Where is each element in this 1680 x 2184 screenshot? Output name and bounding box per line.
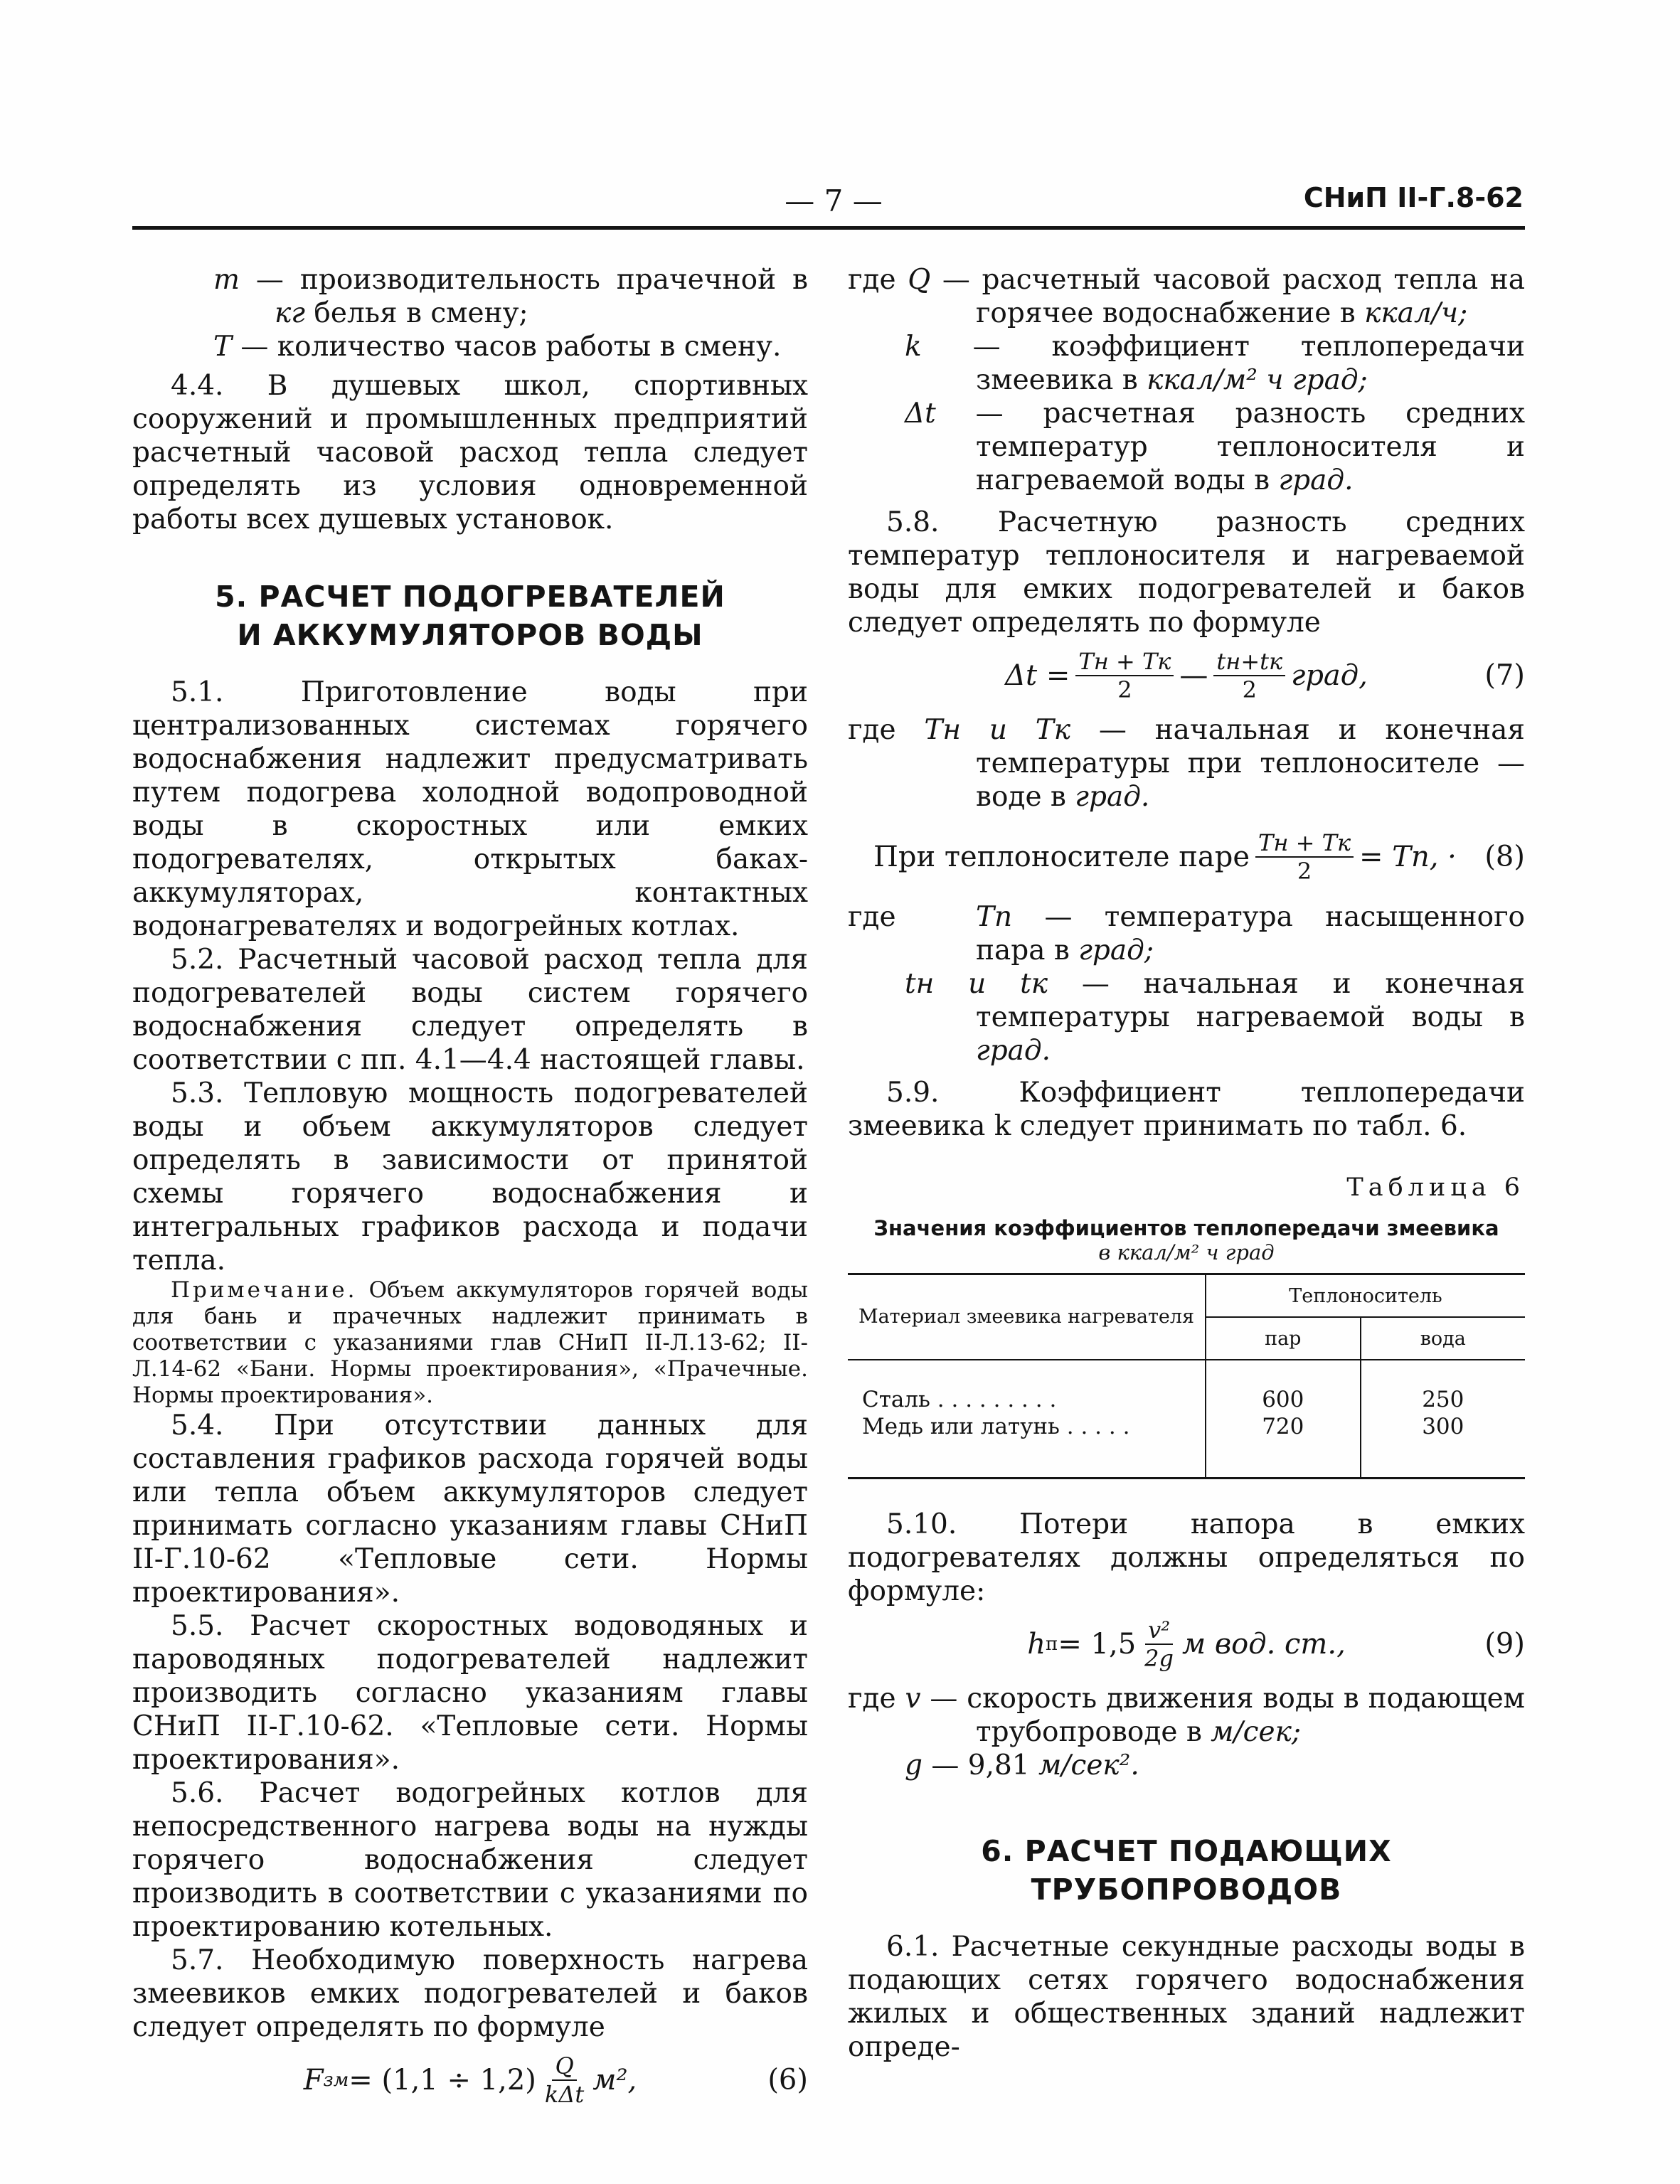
paragraph-5-9: 5.9. Коэффициент теплопередачи змеевика k следует принимать по табл. 6. (848, 1077, 1525, 1142)
left-column (132, 263, 808, 2118)
note (132, 1277, 808, 1409)
header-carrier: Теплоноситель (1206, 1274, 1525, 1318)
formula-7-unit: град, (1291, 659, 1368, 692)
symbol-T-n-k: Tн и Tк (924, 714, 1071, 746)
formula-7-den-2: 2 (1242, 676, 1257, 703)
formula-9-mid: = 1,5 (1058, 1627, 1137, 1661)
formula-8-fraction (1255, 829, 1354, 885)
formula-9-lhs: h (1027, 1627, 1046, 1661)
cell-water (1361, 1360, 1525, 1479)
where-Q-pre: где (848, 264, 908, 296)
table-row (848, 1360, 1525, 1479)
cell-water-steel: 250 (1422, 1387, 1464, 1412)
definition-m-text: — производительность прачечной в (239, 264, 808, 296)
symbol-dt: Δt (905, 398, 936, 430)
table-caption (848, 1216, 1525, 1264)
section-6-heading-line1: 6. РАСЧЕТ ПОДАЮЩИХ (981, 1834, 1392, 1868)
where-Tp-unit: град; (1078, 934, 1154, 966)
table-caption-line1: Значения коэффициентов теплопередачи змеевика (873, 1216, 1499, 1240)
header-steam: пар (1206, 1317, 1361, 1360)
formula-6-mid: = (1,1 ÷ 1,2) (349, 2063, 536, 2097)
definition-m-unit: кг (275, 297, 305, 329)
where-t-unit: град. (976, 1035, 1051, 1067)
symbol-g: g (905, 1749, 923, 1781)
where-g-text: — 9,81 (922, 1749, 1038, 1781)
symbol-t-n-k: tн и tк (905, 968, 1048, 1000)
paragraph-5-3: 5.3. Тепловую мощность подогревателей воды и объем аккумуляторов следует определять в зависимости от принятой схемы горячего водоснабжения и интегральных графиков расхода и подачи тепла. (132, 1077, 808, 1277)
table-caption-unit: в ккал/м² ч град (1098, 1240, 1275, 1264)
formula-8-numerator: Tн + Tк (1255, 829, 1354, 858)
formula-7-number: (7) (1484, 659, 1525, 692)
formula-9-unit: м вод. ст., (1182, 1627, 1346, 1661)
formula-8-number: (8) (1484, 840, 1525, 873)
where-k (848, 330, 1525, 397)
formula-6-number: (6) (767, 2063, 808, 2097)
header-material: Материал змеевика нагревателя (848, 1274, 1206, 1360)
cell-water-copper: 300 (1422, 1414, 1464, 1439)
where-k-unit: ккал/м² ч град; (1147, 364, 1368, 396)
definition-T-text: — количество часов работы в смену. (232, 331, 782, 363)
where-T-text: — начальная и конечная температуры при теплоносителе — воде в (976, 714, 1525, 813)
coefficient-table (848, 1273, 1525, 1479)
document-code: СНиП II-Г.8-62 (1303, 182, 1524, 213)
definition-m-cont: белья в смену; (305, 297, 528, 329)
formula-7-minus: — (1179, 659, 1208, 692)
where-dt-text: — расчетная разность средних температур теплоносителя и нагреваемой воды в (935, 398, 1525, 496)
section-6-heading-line2: ТРУБОПРОВОДОВ (1031, 1873, 1342, 1907)
symbol-Q: Q (908, 264, 931, 296)
where-v-pre: где (848, 1683, 905, 1715)
where-T-unit: град. (1075, 781, 1150, 813)
paragraph-5-1: 5.1. Приготовление воды при централизованных системах горячего водоснабжения надлежит предусматривать путем подогрева холодной водопроводной воды в скоростных или емких подогревателях, открытых баках-аккумуляторах, контактных водонагревателях и водогрейных котлах. (132, 676, 808, 942)
note-label: Примечание. (171, 1277, 358, 1303)
symbol-v: v (905, 1683, 921, 1715)
formula-6-lhs: F (303, 2063, 324, 2097)
symbol-T: T (213, 331, 233, 363)
where-T-pre: где (848, 714, 925, 746)
where-v (848, 1682, 1525, 1749)
formula-9-denominator: 2g (1144, 1645, 1174, 1672)
formula-6: F зм = (1,1 ÷ 1,2) $\frac{Q}{\text{kΔt}}$ м², (6) (303, 2052, 808, 2108)
formula-8-rhs: = Tп, · (1359, 840, 1457, 873)
formula-7-den-1: 2 (1117, 676, 1132, 703)
header-water: вода (1361, 1317, 1525, 1360)
where-v-unit: м/сек; (1211, 1716, 1301, 1748)
formula-9-numerator: v² (1145, 1616, 1173, 1645)
section-5-heading (132, 577, 808, 654)
symbol-Tp: Tп (976, 901, 1013, 933)
paragraph-5-7: 5.7. Необходимую поверхность нагрева змеевиков емких подогревателей и баков следует определять по формуле (132, 1944, 808, 2043)
where-T (848, 713, 1525, 814)
formula-8 (848, 829, 1525, 885)
cell-material-steel: Сталь . . . . . . . . . (862, 1387, 1057, 1412)
formula-7 (848, 648, 1525, 703)
cell-material (848, 1360, 1206, 1479)
right-column (848, 263, 1525, 2064)
paragraph-4-4: 4.4. В душевых школ, спортивных сооружений и промышленных предприятий расчетный часовой расход тепла следует определять из условия одновременной работы всех душевых установок. (132, 370, 808, 536)
cell-steam (1206, 1360, 1361, 1479)
symbol-m: m (213, 264, 240, 296)
paragraph-5-6: 5.6. Расчет водогрейных котлов для непосредственного нагрева воды на нужды горячего водоснабжения следует производить в соответствии с указаниями по проектированию котельных. (132, 1777, 808, 1943)
where-Tp (848, 900, 1525, 967)
where-t (848, 967, 1525, 1067)
formula-6-unit: м², (592, 2063, 637, 2097)
where-Q (848, 263, 1525, 330)
definition-T (132, 330, 808, 363)
paragraph-5-5: 5.5. Расчет скоростных водоводяных и пароводяных подогревателей надлежит производить согласно указаниям главы СНиП II-Г.10-62. «Тепловые сети. Нормы проектирования». (132, 1610, 808, 1776)
table-title: Таблица 6 (1346, 1173, 1525, 1202)
paragraph-5-8: 5.8. Расчетную разность средних температур теплоносителя и нагреваемой воды для емких подогревателей и баков следует определять по формуле (848, 506, 1525, 639)
section-5-heading-line2: И АККУМУЛЯТОРОВ ВОДЫ (237, 618, 703, 652)
where-Tp-text: — температура насыщенного пара в (976, 901, 1525, 966)
where-k-text: — коэффициент теплопередачи змеевика в (921, 331, 1525, 396)
formula-6-fraction (542, 2052, 587, 2108)
cell-steam-steel: 600 (1262, 1387, 1304, 1412)
where-Tp-pre: где (848, 901, 896, 933)
cell-material-copper: Медь или латунь . . . . . (862, 1414, 1130, 1439)
formula-7-lhs: Δt = (1005, 659, 1070, 692)
formula-7-num-2: tн+tк (1213, 648, 1285, 676)
formula-7-fraction-2 (1213, 648, 1285, 703)
section-6-heading (848, 1832, 1525, 1909)
formula-8-denominator: 2 (1297, 858, 1312, 885)
where-Q-unit: ккал/ч; (1364, 297, 1468, 329)
formula-8-text: При теплоносителе паре (873, 840, 1250, 873)
where-g-unit: м/сек². (1038, 1749, 1139, 1781)
section-5-heading-line1: 5. РАСЧЕТ ПОДОГРЕВАТЕЛЕЙ (215, 580, 725, 614)
where-v-text: — скорость движения воды в подающем трубопроводе в (920, 1683, 1525, 1748)
formula-6-numerator: Q (552, 2052, 576, 2081)
where-dt (848, 397, 1525, 497)
symbol-k: k (905, 331, 922, 363)
formula-9: h п = 1,5 $\frac{\text{v²}}{2g}$ м вод. ст., (9) (1027, 1616, 1525, 1672)
where-t-text: — начальная и конечная температуры нагреваемой воды в (976, 968, 1525, 1033)
paragraph-6-1: 6.1. Расчетные секундные расходы воды в подающих сетях горячего водоснабжения жилых и общественных зданий надлежит опреде- (848, 1931, 1525, 2063)
note-text: Объем аккумуляторов горячей воды для бань и прачечных надлежит принимать в соответствии с указаниями глав СНиП II-Л.13-62; II-Л.14-62 «Бани. Нормы проектирования», «Прачечные. Нормы проектирования». (132, 1277, 808, 1408)
paragraph-5-4: 5.4. При отсутствии данных для составления графиков расхода горячей воды или тепла объем аккумуляторов следует принимать согласно указаниям главы СНиП II-Г.10-62 «Тепловые сети. Нормы проектирования». (132, 1410, 808, 1609)
formula-9-number: (9) (1484, 1627, 1525, 1661)
page-number: — 7 — (785, 183, 883, 218)
where-Q-text: — расчетный часовой расход тепла на горячее водоснабжение в (930, 264, 1525, 329)
formula-9-fraction (1142, 1616, 1176, 1672)
where-g (848, 1749, 1525, 1782)
formula-7-fraction-1 (1075, 648, 1174, 703)
header-rule (132, 226, 1525, 230)
cell-steam-copper: 720 (1262, 1414, 1304, 1439)
formula-6-denominator: kΔt (544, 2081, 585, 2108)
formula-7-num-1: Tн + Tк (1075, 648, 1174, 676)
definition-m (132, 263, 808, 330)
paragraph-5-10: 5.10. Потери напора в емких подогревателях должны определяться по формуле: (848, 1508, 1525, 1607)
paragraph-5-2: 5.2. Расчетный часовой расход тепла для подогревателей воды систем горячего водоснабжения следует определять в соответствии с пп. 4.1—4.4 настоящей главы. (132, 944, 808, 1076)
where-dt-unit: град. (1278, 464, 1354, 496)
